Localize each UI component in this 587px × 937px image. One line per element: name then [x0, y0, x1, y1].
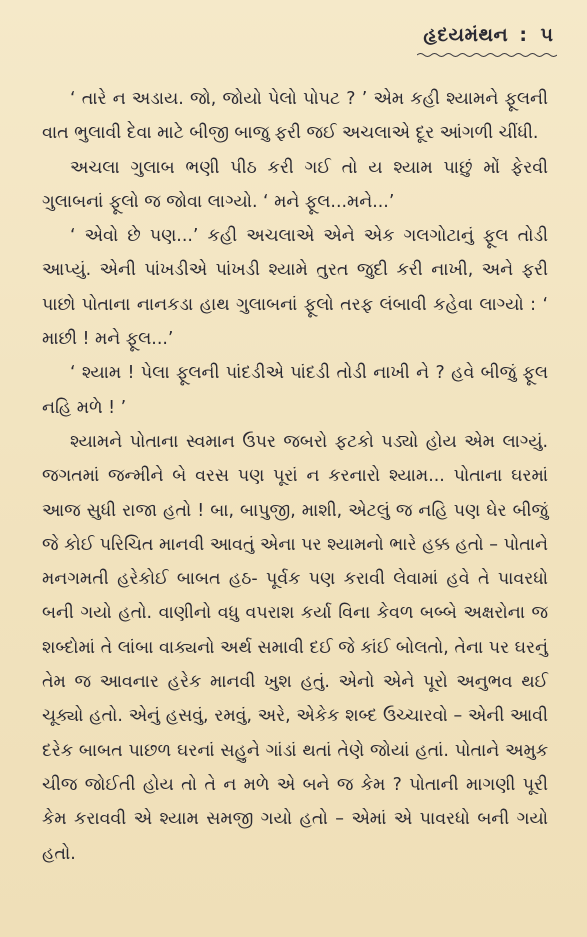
paragraph: અચલા ગુલાબ ભણી પીઠ કરી ગઈ તો ય શ્યામ પાછું મોં ફેરવી ગુલાબનાં ફૂલો જ જોવા લાગ્યો. ‘ મને ફૂલ...મને...’	[42, 157, 548, 212]
paragraph: શ્યામને પોતાના સ્વમાન ઉપર જબરો ફટકો પડ્યો હોય એમ લાગ્યું. જગતમાં જન્મીને બે વરસ પણ પૂરાં ન કરનારો શ્યામ... પોતાના ઘરમાં આજ સુધી રાજા હતો ! બા, બાપુજી, માશી, એટલું જ નહિ પણ ઘેર બીજું જે કોઈ પરિચિત માનવી આવતું એના પર શ્યામનો ભારે હક્ક હતો – પોતાને મનગમતી હરેકોઈ બાબત હઠ- પૂર્વક પણ કરાવી લેવામાં હવે તે પાવરધો બની ગયો હતો. વાણીનો વધુ વપરાશ કર્યા વિના કેવળ બબ્બે અક્ષરોના જ શબ્દોમાં તે લાંબા વાક્યનો અર્થ સમાવી દઈ જે કાંઈ બોલતો, તેના પર ઘરનું તેમ જ આવનાર હરેક માનવી ખુશ હતું. એનો એને પૂરો અનુભવ થઈ ચૂક્યો હતો. એનું હસવું, રમવું, અરે, એકેક શબ્દ ઉચ્ચારવો – એની આવી દરેક બાબત પાછળ ઘરનાં સહુને ગાંડાં થતાં તેણે જોયાં હતાં. પોતાને અમુક ચીજ જોઈતી હોય તો તે ન મળે એ બને જ કેમ ? પોતાની માગણી પૂરી કેમ કરાવવી એ શ્યામ સમજી ગયો હતો – એમાં એ પાવરધો બની ગયો હતો.	[42, 431, 548, 864]
paragraph: ‘ શ્યામ ! પેલા ફૂલની પાંદડીએ પાંદડી તોડી નાખી ને ? હવે બીજું ફૂલ નહિ મળે ! ’	[42, 363, 548, 418]
running-head-separator: :	[519, 24, 528, 46]
body-text	[42, 82, 548, 871]
running-head	[423, 24, 553, 46]
header-ornament	[417, 52, 557, 58]
running-head-title: હૃદયમંથન	[423, 24, 509, 46]
paragraph: ‘ તારે ન અડાય. જો, જોયો પેલો પોપટ ? ’ એમ કહી શ્યામને ફૂલની વાત ભુલાવી દેવા માટે બીજી બાજુ ફરી જઈ અચલાએ દૂર આંગળી ચીંધી.	[42, 89, 548, 144]
page-number: ૫	[540, 24, 553, 46]
paragraph: ‘ એવો છે પણ...’ કહી અચલાએ એને એક ગલગોટાનું ફૂલ તોડી આપ્યું. એની પાંખડીએ પાંખડી શ્યામે તુરત જુદી કરી નાખી, અને ફરી પાછો પોતાના નાનકડા હાથ ગુલાબનાં ફૂલો તરફ લંબાવી કહેવા લાગ્યો : ‘ માછી ! મને ફૂલ...’	[42, 226, 548, 350]
